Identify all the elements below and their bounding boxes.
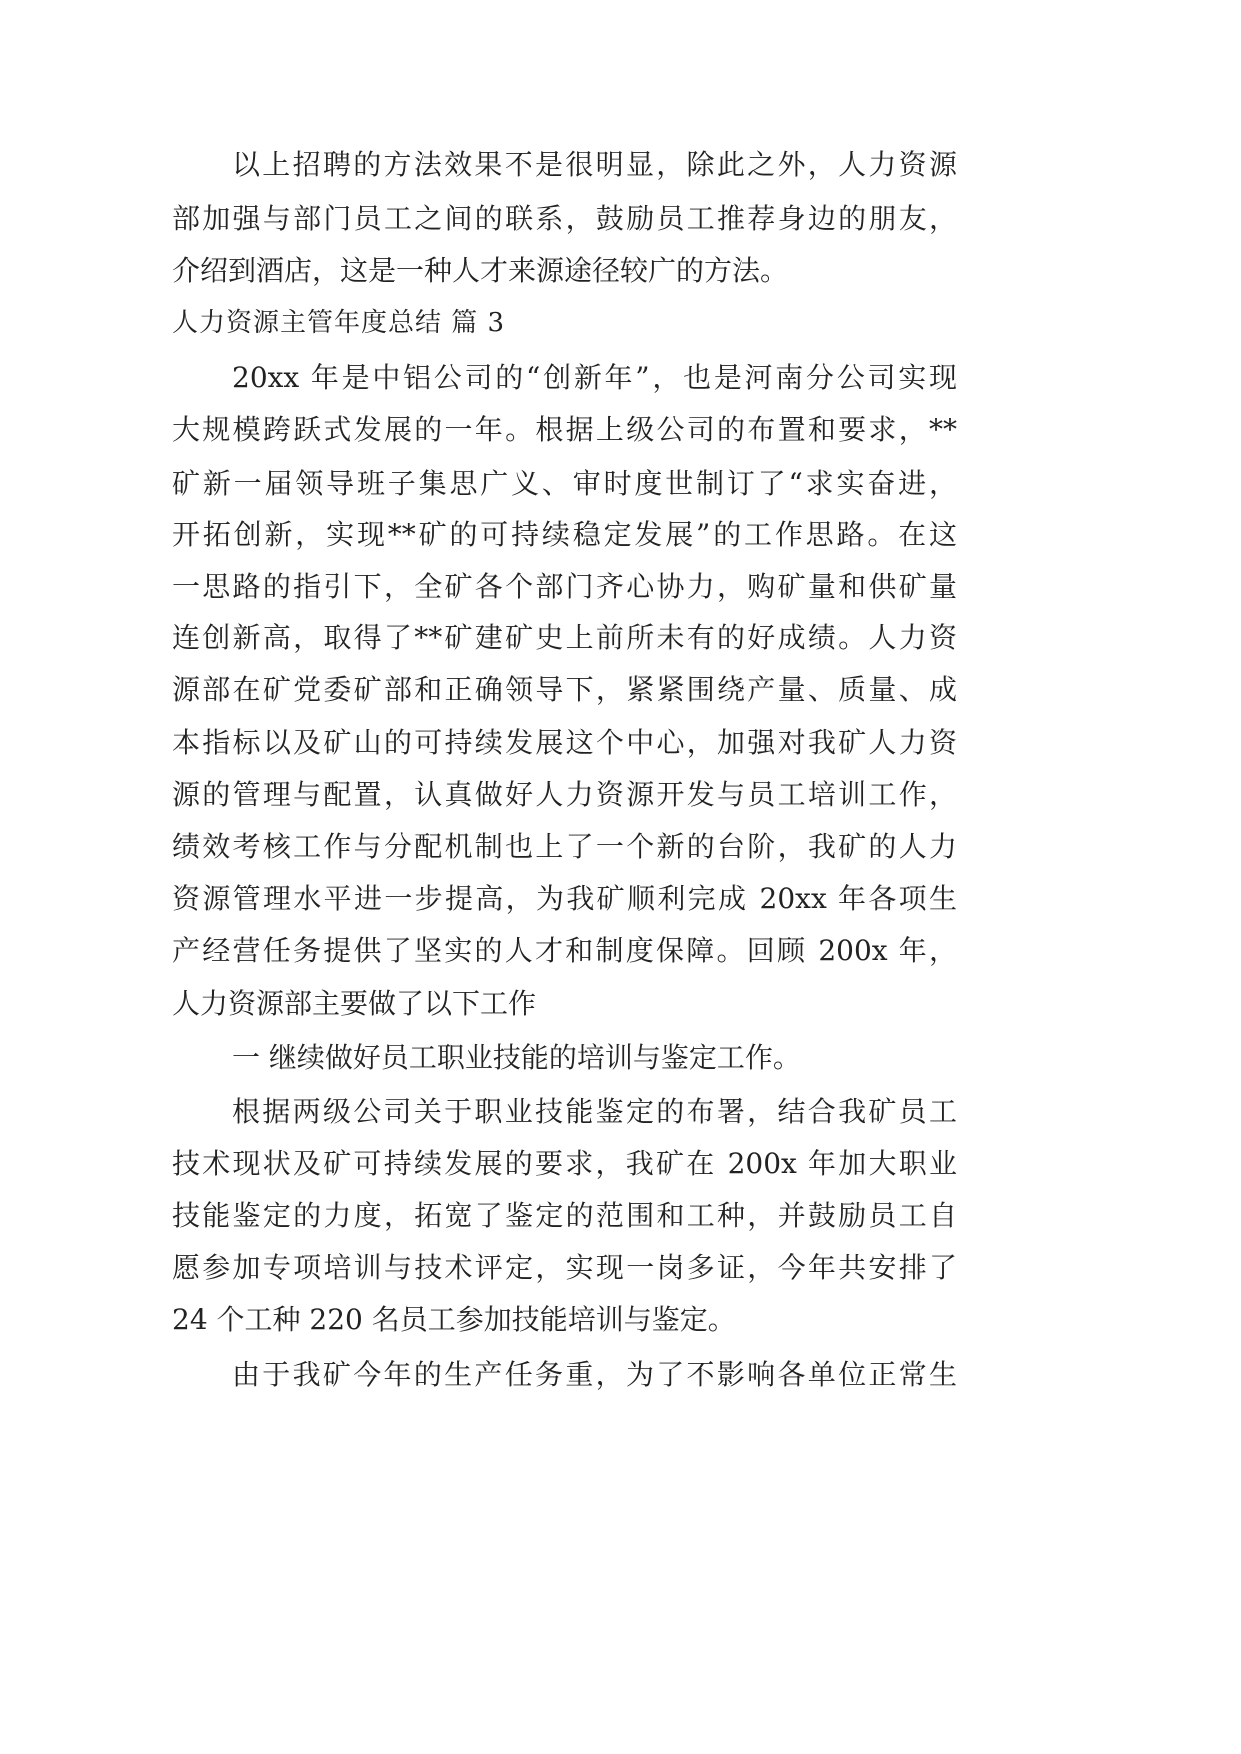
paragraph-line: 矿新一届领导班子集思广义、审时度世制订了“求实奋进， xyxy=(172,467,957,500)
paragraph-line: 根据两级公司关于职业技能鉴定的布署，结合我矿员工 xyxy=(232,1095,957,1128)
paragraph-line: 连创新高，取得了**矿建矿史上前所未有的好成绩。人力资 xyxy=(172,621,957,654)
paragraph-line: 本指标以及矿山的可持续发展这个中心，加强对我矿人力资 xyxy=(172,726,957,759)
paragraph-line: 技术现状及矿可持续发展的要求，我矿在 200x 年加大职业 xyxy=(172,1147,957,1180)
paragraph-line: 绩效考核工作与分配机制也上了一个新的台阶，我矿的人力 xyxy=(172,830,957,863)
section-heading: 人力资源主管年度总结 篇 3 xyxy=(172,308,506,338)
paragraph-line: 20xx 年是中铝公司的“创新年”，也是河南分公司实现 xyxy=(232,361,957,394)
paragraph-line: 源的管理与配置，认真做好人力资源开发与员工培训工作， xyxy=(172,778,957,811)
paragraph-line: 技能鉴定的力度，拓宽了鉴定的范围和工种，并鼓励员工自 xyxy=(172,1199,957,1232)
paragraph-line: 介绍到酒店，这是一种人才来源途径较广的方法。 xyxy=(172,254,789,287)
paragraph-line: 部加强与部门员工之间的联系，鼓励员工推荐身边的朋友， xyxy=(172,202,957,235)
paragraph-line: 一思路的指引下，全矿各个部门齐心协力，购矿量和供矿量 xyxy=(172,570,957,603)
paragraph-line: 24 个工种 220 名员工参加技能培训与鉴定。 xyxy=(172,1303,736,1336)
paragraph-line: 人力资源部主要做了以下工作 xyxy=(172,987,537,1020)
paragraph-line: 资源管理水平进一步提高，为我矿顺利完成 20xx 年各项生 xyxy=(172,882,957,915)
paragraph-line: 以上招聘的方法效果不是很明显，除此之外，人力资源 xyxy=(232,148,957,181)
paragraph-line: 由于我矿今年的生产任务重，为了不影响各单位正常生 xyxy=(232,1358,957,1391)
paragraph-line: 大规模跨跃式发展的一年。根据上级公司的布置和要求，** xyxy=(172,413,957,446)
paragraph-line: 源部在矿党委矿部和正确领导下，紧紧围绕产量、质量、成 xyxy=(172,673,957,706)
paragraph-line: 开拓创新，实现**矿的可持续稳定发展”的工作思路。在这 xyxy=(172,518,957,551)
list-item-heading: 一 继续做好员工职业技能的培训与鉴定工作。 xyxy=(232,1041,801,1074)
paragraph-line: 愿参加专项培训与技术评定，实现一岗多证，今年共安排了 xyxy=(172,1251,957,1284)
paragraph-line: 产经营任务提供了坚实的人才和制度保障。回顾 200x 年， xyxy=(172,934,957,967)
